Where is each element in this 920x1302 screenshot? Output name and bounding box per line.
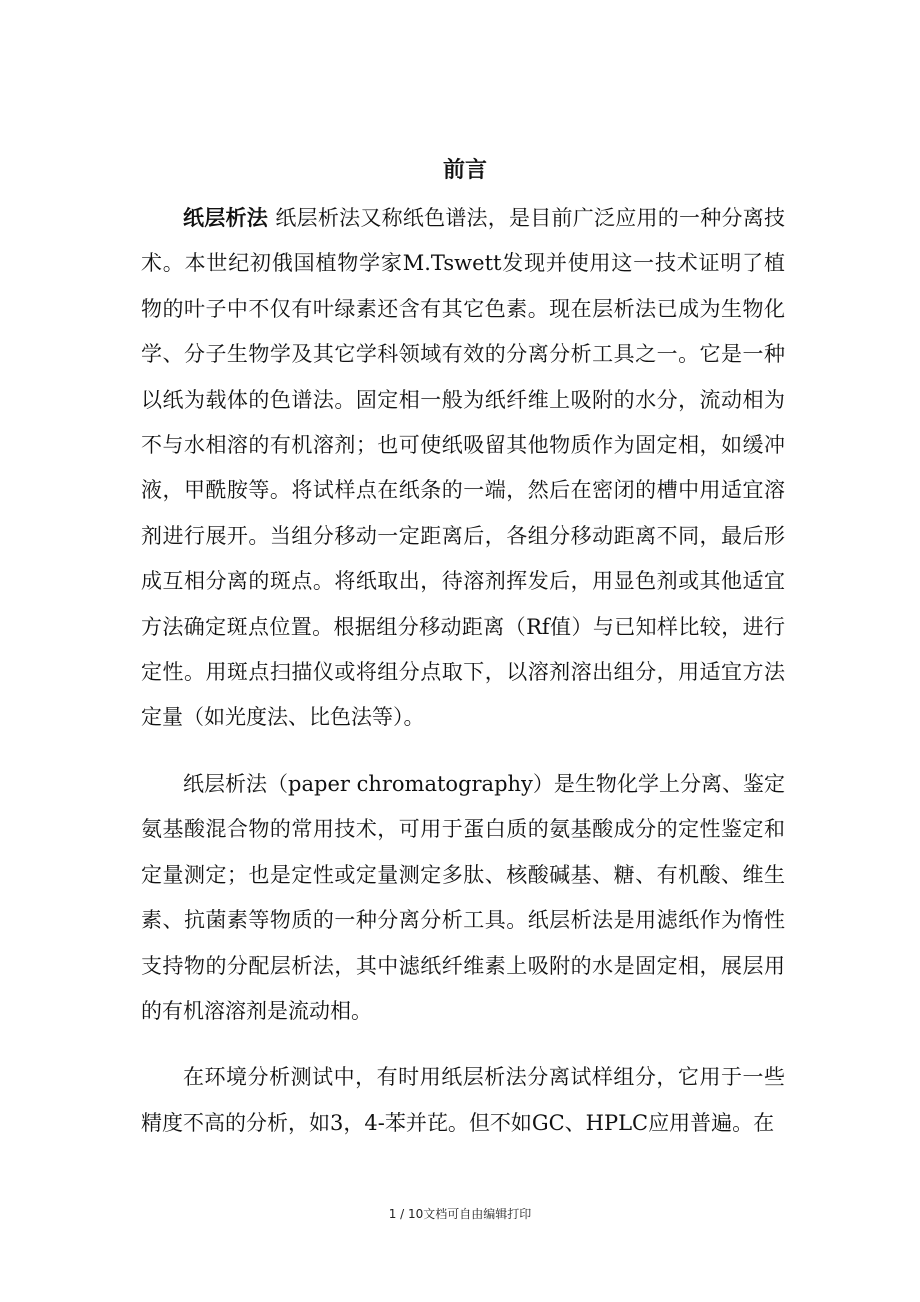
paragraph-text: 纸层析法又称纸色谱法，是目前广泛应用的一种分离技术。本世纪初俄国植物学家M.Tswett发现并使用这一技术证明了植物的叶子中不仅有叶绿素还含有其它色素。现在层析法已成为生物化学、分子生物学及其它学科领域有效的分离分析工具之一。它是一种以纸为载体的色谱法。固定相一般为纸纤维上吸附的水分，流动相为不与水相溶的有机溶剂；也可使纸吸留其他物质作为固定相，如缓冲液，甲酰胺等。将试样点在纸条的一端，然后在密闭的槽中用适宜溶剂进行展开。当组分移动一定距离后，各组分移动距离不同，最后形成互相分离的斑点。将纸取出，待溶剂挥发后，用显色剂或其他适宜方法确定斑点位置。根据组分移动距离（Rf值）与已知样比较，进行定性。用斑点扫描仪或将组分点取下，以溶剂溶出组分，用适宜方法定量（如光度法、比色法等）。 — [141, 206, 786, 730]
paragraph-amino-acid-analysis — [141, 762, 785, 1034]
paragraph-text: 纸层析法（paper chromatography）是生物化学上分离、鉴定氨基酸混合物的常用技术，可用于蛋白质的氨基酸成分的定性鉴定和定量测定；也是定性或定量测定多肽、核酸碱基、糖、有机酸、维生素、抗菌素等物质的一种分离分析工具。纸层析法是用滤纸作为惰性支持物的分配层析法，其中滤纸纤维素上吸附的水是固定相，展层用的有机溶溶剂是流动相。 — [141, 771, 785, 1023]
paragraph-paper-chromatography-intro — [141, 195, 785, 741]
paragraph-environmental-analysis — [141, 1055, 785, 1146]
paragraph-heading: 纸层析法 — [183, 205, 268, 230]
document-body — [141, 195, 785, 1167]
page-title: 前言 — [442, 157, 487, 183]
page-footer: 1 / 10文档可自由编辑打印 — [388, 1207, 532, 1221]
paragraph-text: 在环境分析测试中，有时用纸层析法分离试样组分，它用于一些精度不高的分析，如3，4-苯并芘。但不如GC、HPLC应用普遍。在 — [141, 1065, 785, 1135]
